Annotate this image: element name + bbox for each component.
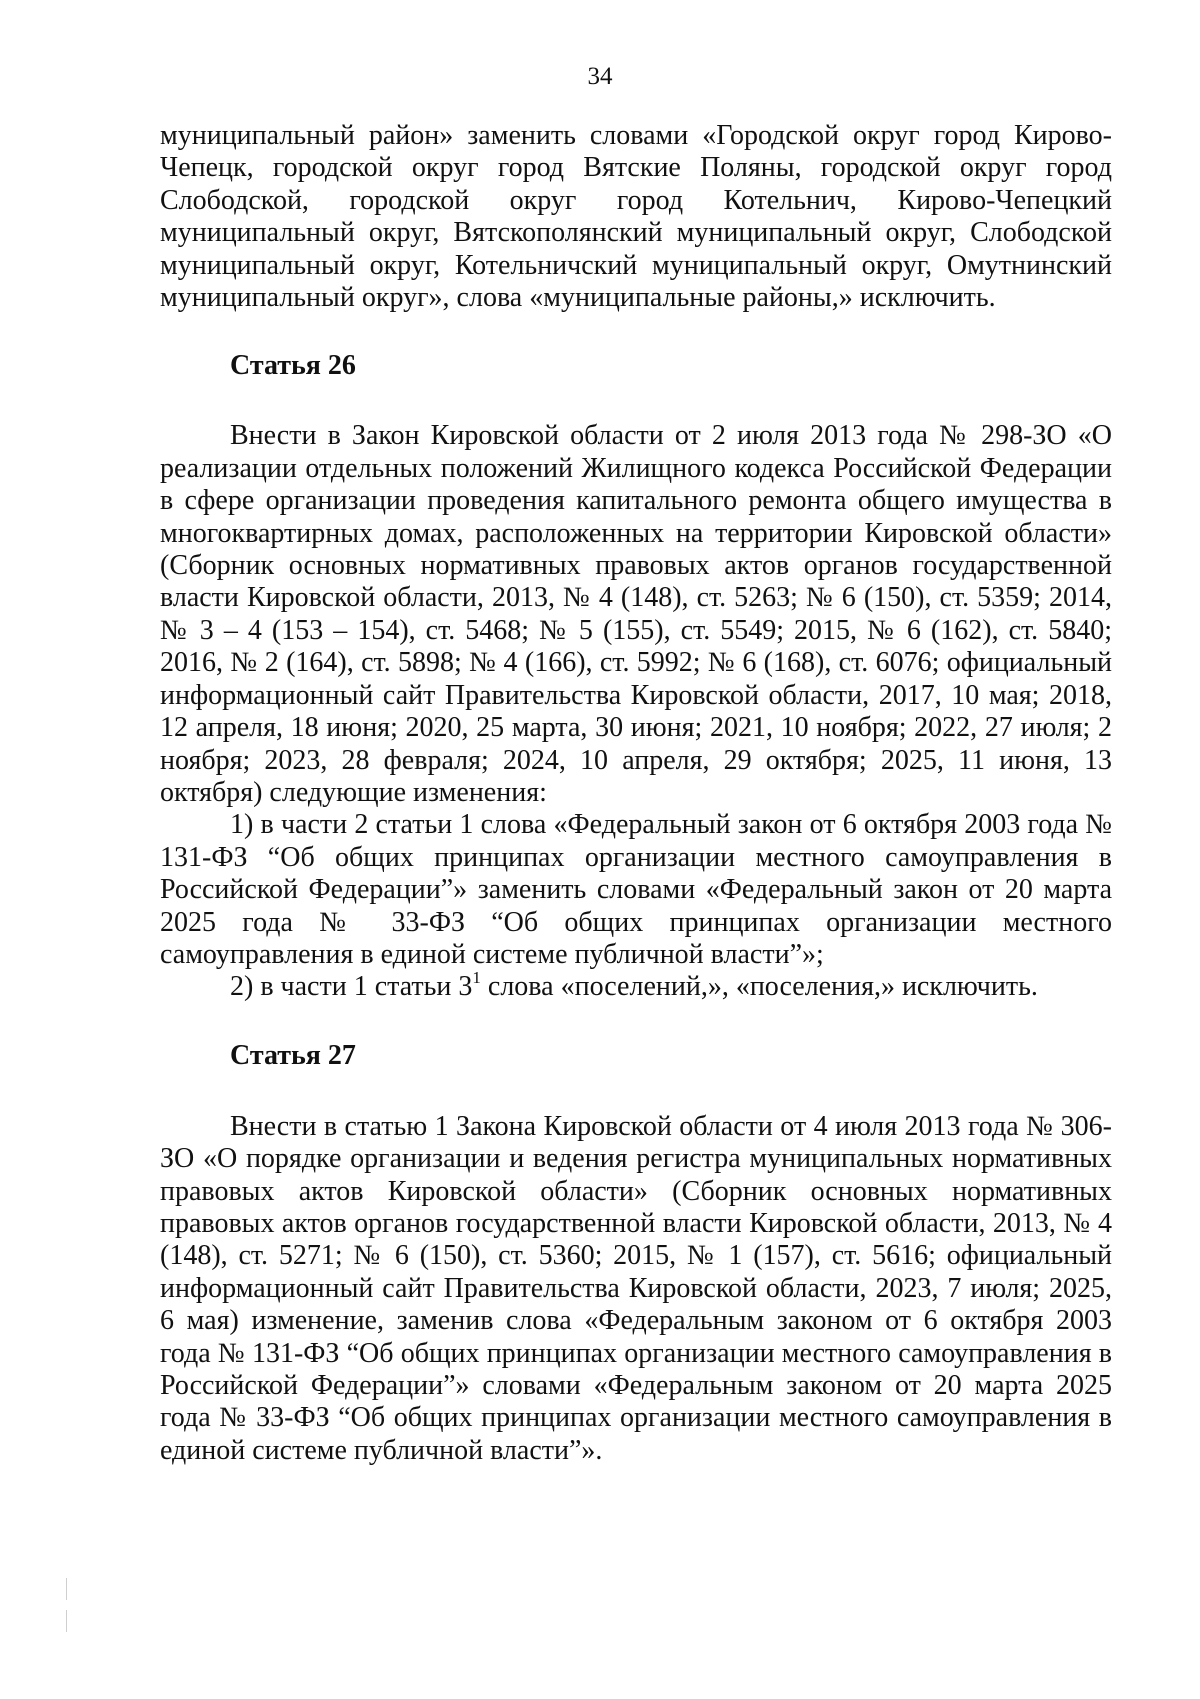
- spacer: [160, 382, 1112, 420]
- article-27-paragraph: Внести в статью 1 Закона Кировской области от 4 июля 2013 года № 306-ЗО «О порядке организации и ведения регистра муниципальных нормативных правовых актов Кировской области» (Сборник основных нормативных правовых актов органов государственной власти Кировской области, 2013, № 4 (148), ст. 5271; № 6 (150), ст. 5360; 2015, № 1 (157), ст. 5616; официальный информационный сайт Правительства Кировской области, 2023, 7 июля; 2025, 6 мая) изменение, заменив слова «Федеральным законом от 6 октября 2003 года № 131-ФЗ “Об общих принципах организации местного самоуправления в Российской Федерации”» словами «Федеральным законом от 20 марта 2025 года № 33-ФЗ “Об общих принципах организации местного самоуправления в единой системе публичной власти”».: [160, 1110, 1112, 1466]
- page-number: 34: [587, 63, 613, 90]
- scan-edge-mark: [66, 1578, 67, 1600]
- scan-edge-mark: [66, 1610, 67, 1632]
- article-26-item-2: [160, 968, 1112, 1003]
- article-26-paragraph: Внести в Закон Кировской области от 2 июля 2013 года № 298-ЗО «О реализации отдельных положений Жилищного кодекса Российской Федерации в сфере организации проведения капитального ремонта общего имущества в многоквартирных домах, расположенных на территории Кировской области» (Сборник основных нормативных правовых актов органов государственной власти Кировской области, 2013, № 4 (148), ст. 5263; № 6 (150), ст. 5359; 2014, № 3 – 4 (153 – 154), ст. 5468; № 5 (155), ст. 5549; 2015, № 6 (162), ст. 5840; 2016, № 2 (164), ст. 5898; № 4 (166), ст. 5992; № 6 (168), ст. 6076; официальный информационный сайт Правительства Кировской области, 2017, 10 мая; 2018, 12 апреля, 18 июня; 2020, 25 марта, 30 июня; 2021, 10 ноября; 2022, 27 июля; 2 ноября; 2023, 28 февраля; 2024, 10 апреля, 29 октября; 2025, 11 июня, 13 октября) следующие изменения:: [160, 420, 1112, 808]
- spacer: [160, 1004, 1112, 1040]
- item-2-text-start: 2) в части 1 статьи 3: [230, 971, 473, 1003]
- item-2-superscript: 1: [472, 968, 481, 988]
- spacer: [160, 314, 1112, 350]
- article-27-heading: Статья 27: [230, 1039, 356, 1071]
- item-2-text-end: слова «поселений,», «поселения,» исключить.: [480, 971, 1038, 1003]
- article-26-heading: Статья 26: [230, 350, 356, 382]
- article-26-item-1: 1) в части 2 статьи 1 слова «Федеральный закон от 6 октября 2003 года № 131-ФЗ “Об общих принципах организации местного самоуправления в Российской Федерации”» заменить словами «Федеральный закон от 20 марта 2025 года № 33-ФЗ “Об общих принципах организации местного самоуправления в единой системе публичной власти”»;: [160, 809, 1112, 970]
- spacer: [160, 1072, 1112, 1111]
- intro-paragraph: муниципальный район» заменить словами «Городской округ город Кирово-Чепецк, городской округ город Вятские Поляны, городской округ город Слободской, городской округ город Котельнич, Кирово-Чепецкий муниципальный округ, Вятскополянский муниципальный округ, Слободской муниципальный округ, Котельничский муниципальный округ, Омутнинский муниципальный округ», слова «муниципальные районы,» исключить.: [160, 120, 1112, 314]
- document-body: [160, 120, 1112, 1467]
